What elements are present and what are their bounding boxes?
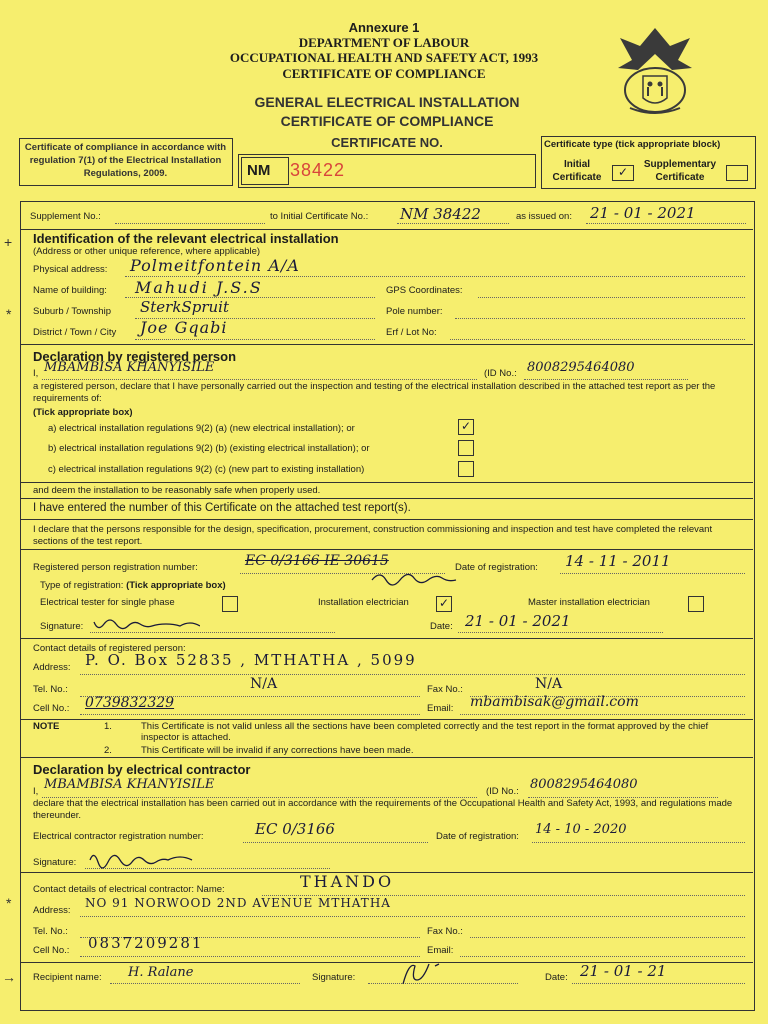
contractor-id-label: (ID No.: (486, 786, 519, 797)
fax-label: Fax No.: (427, 684, 463, 695)
address-label: Address: (33, 662, 71, 673)
registered-person-name[interactable]: MBAMBISA KHANYISILE (44, 360, 215, 375)
contractor-address-value[interactable]: NO 91 NORWOOD 2ND AVENUE MTHATHA (85, 896, 391, 910)
email-value[interactable]: mbambisak@gmail.com (470, 694, 639, 710)
supplementary-certificate-checkbox[interactable] (726, 165, 748, 181)
contractor-date-reg-label: Date of registration: (436, 831, 519, 842)
address-value[interactable]: P. O. Box 52835 , MTHATHA , 5099 (85, 651, 417, 669)
suburb-value[interactable]: SterkSpruit (140, 298, 229, 316)
department-title: DEPARTMENT OF LABOUR (298, 35, 470, 50)
contractor-id-value[interactable]: 8008295464080 (530, 777, 638, 792)
date-of-registration-label: Date of registration: (455, 562, 538, 573)
gps-label: GPS Coordinates: (386, 285, 463, 296)
identification-sub: (Address or other unique reference, where applicable) (33, 246, 261, 257)
tel-value[interactable]: N/A (250, 676, 278, 692)
contractor-i-label: I, (33, 786, 39, 797)
fax-value[interactable]: N/A (535, 676, 563, 692)
identification-heading: Identification of the relevant electrical installation (33, 231, 339, 246)
email-label: Email: (427, 703, 454, 714)
installation-electrician-checkbox[interactable] (436, 596, 452, 612)
deem-safe-text: and deem the installation to be reasonably safe when properly used. (33, 485, 321, 496)
contractor-reg-label: Electrical contractor registration number: (33, 831, 204, 842)
recipient-signature-icon[interactable] (395, 958, 445, 990)
form-title-line2: CERTIFICATE OF COMPLIANCE (280, 113, 494, 129)
contractor-reg-value[interactable]: EC 0/3166 (255, 820, 335, 838)
tick-appropriate-label: (Tick appropriate box) (33, 407, 133, 418)
contractor-declaration-text: declare that the electrical installation has been carried out in accordance with the requirements of the Occupational Health and Safety Act, 1993, and regulations made thereunder. (33, 798, 733, 821)
form-title-line1: GENERAL ELECTRICAL INSTALLATION (254, 94, 520, 110)
sign-date-label: Date: (430, 621, 453, 632)
single-phase-label: Electrical tester for single phase (40, 597, 175, 608)
margin-mark: * (6, 306, 12, 322)
to-initial-label: to Initial Certificate No.: (270, 211, 369, 222)
entered-number-text: I have entered the number of this Certificate on the attached test report(s). (33, 502, 411, 514)
contractor-cell-label: Cell No.: (33, 945, 70, 956)
declaration-heading: Declaration by registered person (33, 349, 237, 364)
declaration-i-label: I, (33, 368, 39, 379)
id-no-value[interactable]: 8008295464080 (527, 360, 635, 375)
note-2-number: 2. (104, 745, 112, 756)
option-a-check-mark: ✓ (460, 419, 472, 433)
master-electrician-checkbox[interactable] (688, 596, 704, 612)
regulation-note: Certificate of compliance in accordance with regulation 7(1) of the Electrical Installation Regulations, 2009. (24, 142, 227, 179)
margin-mark: + (4, 234, 13, 250)
contractor-heading: Declaration by electrical contractor (33, 762, 251, 777)
cell-label: Cell No.: (33, 703, 70, 714)
contractor-contact-name-label: Contact details of electrical contractor: Name: (33, 884, 225, 895)
id-no-label: (ID No.: (484, 368, 517, 379)
compliance-title: CERTIFICATE OF COMPLIANCE (282, 66, 486, 81)
initial-certificate-label: Initial Certificate (552, 159, 602, 183)
contractor-fax-label: Fax No.: (427, 926, 463, 937)
building-name-value[interactable]: Mahudi J.S.S (135, 278, 263, 297)
physical-address-label: Physical address: (33, 264, 108, 275)
district-value[interactable]: Joe Gqabi (140, 318, 228, 337)
contractor-signature-icon[interactable] (86, 848, 206, 870)
certificate-no-label: CERTIFICATE NO. (331, 135, 443, 150)
physical-address-value[interactable]: Polmeitfontein A/A (130, 256, 300, 275)
note-1-number: 1. (104, 721, 112, 732)
recipient-date-value[interactable]: 21 - 01 - 21 (580, 962, 667, 980)
initial-check-mark: ✓ (617, 165, 629, 179)
option-a-checkbox[interactable] (458, 419, 474, 435)
annexure-label: Annexure 1 (348, 20, 420, 35)
tel-label: Tel. No.: (33, 684, 68, 695)
single-phase-checkbox[interactable] (222, 596, 238, 612)
pole-number-label: Pole number: (386, 306, 443, 317)
type-of-registration-label (40, 580, 226, 591)
supplementary-certificate-label: Supplementary Certificate (643, 159, 717, 183)
contractor-date-reg-value[interactable]: 14 - 10 - 2020 (535, 822, 627, 837)
declare-responsible-text: I declare that the persons responsible for the design, specification, procurement, construction commissioning and inspection and test have completed the relevant sections of the test report. (33, 524, 713, 547)
installation-check-mark: ✓ (438, 596, 450, 610)
recipient-name-value[interactable]: H. Ralane (128, 965, 194, 980)
suburb-label: Suburb / Township (33, 306, 111, 317)
signature-scribble-icon (370, 568, 460, 588)
contractor-cell-value[interactable]: 0837209281 (88, 934, 204, 952)
recipient-date-label: Date: (545, 972, 568, 983)
type-tick-text: (Tick appropriate box) (126, 580, 226, 591)
contractor-contact-name-value[interactable]: THANDO (300, 872, 395, 891)
recipient-name-label: Recipient name: (33, 972, 102, 983)
option-c-label: c) electrical installation regulations 9(2) (c) (new part to existing installation) (48, 464, 365, 475)
margin-mark: * (6, 895, 12, 911)
to-initial-value[interactable]: NM 38422 (400, 205, 481, 223)
date-of-registration-value[interactable]: 14 - 11 - 2011 (565, 552, 671, 570)
recipient-signature-label: Signature: (312, 972, 356, 983)
nm-prefix: NM (247, 162, 271, 179)
contractor-tel-label: Tel. No.: (33, 926, 68, 937)
registered-person-signature-icon[interactable] (90, 614, 200, 634)
option-b-label: b) electrical installation regulations 9(2) (b) (existing electrical installation); or (48, 443, 370, 454)
note-2-text: This Certificate will be invalid if any corrections have been made. (141, 745, 414, 756)
contractor-name[interactable]: MBAMBISA KHANYISILE (44, 777, 215, 792)
contact-heading: Contact details of registered person: (33, 643, 186, 654)
type-of-registration-text: Type of registration: (40, 580, 124, 591)
note-1-text: This Certificate is not valid unless all the sections have been completed correctly and the test report in the format approved by the chief inspector is attached. (141, 721, 709, 743)
installation-electrician-label: Installation electrician (318, 597, 409, 608)
sign-date-value[interactable]: 21 - 01 - 2021 (465, 612, 571, 630)
signature-label: Signature: (40, 621, 84, 632)
option-b-checkbox[interactable] (458, 440, 474, 456)
issued-on-value[interactable]: 21 - 01 - 2021 (590, 204, 696, 222)
supplement-no-label: Supplement No.: (30, 211, 101, 222)
initial-certificate-checkbox[interactable] (612, 165, 634, 181)
contractor-email-label: Email: (427, 945, 454, 956)
registration-number-label: Registered person registration number: (33, 562, 198, 573)
issued-on-label: as issued on: (516, 211, 572, 222)
registration-number-value[interactable]: EC 0/3166 IE 30615 (245, 553, 389, 569)
certificate-number: 38422 (290, 160, 346, 180)
building-name-label: Name of building: (33, 285, 107, 296)
erf-label: Erf / Lot No: (386, 327, 437, 338)
district-label: District / Town / City (33, 327, 117, 338)
certificate-type-title: Certificate type (tick appropriate block) (544, 139, 721, 150)
contractor-address-label: Address: (33, 905, 71, 916)
master-electrician-label: Master installation electrician (528, 597, 650, 608)
arrow-mark-icon: → (2, 969, 16, 985)
declaration-text: a registered person, declare that I have personally carried out the inspection and testing of the electrical installation described in the attached test report as per the requirements of: (33, 381, 716, 404)
contractor-signature-label: Signature: (33, 857, 77, 868)
option-a-label: a) electrical installation regulations 9(2) (a) (new electrical installation); or (48, 423, 355, 434)
act-title: OCCUPATIONAL HEALTH AND SAFETY ACT, 1993 (229, 50, 539, 65)
note-label: NOTE (33, 721, 60, 732)
cell-value[interactable]: 0739832329 (85, 695, 175, 711)
option-c-checkbox[interactable] (458, 461, 474, 477)
